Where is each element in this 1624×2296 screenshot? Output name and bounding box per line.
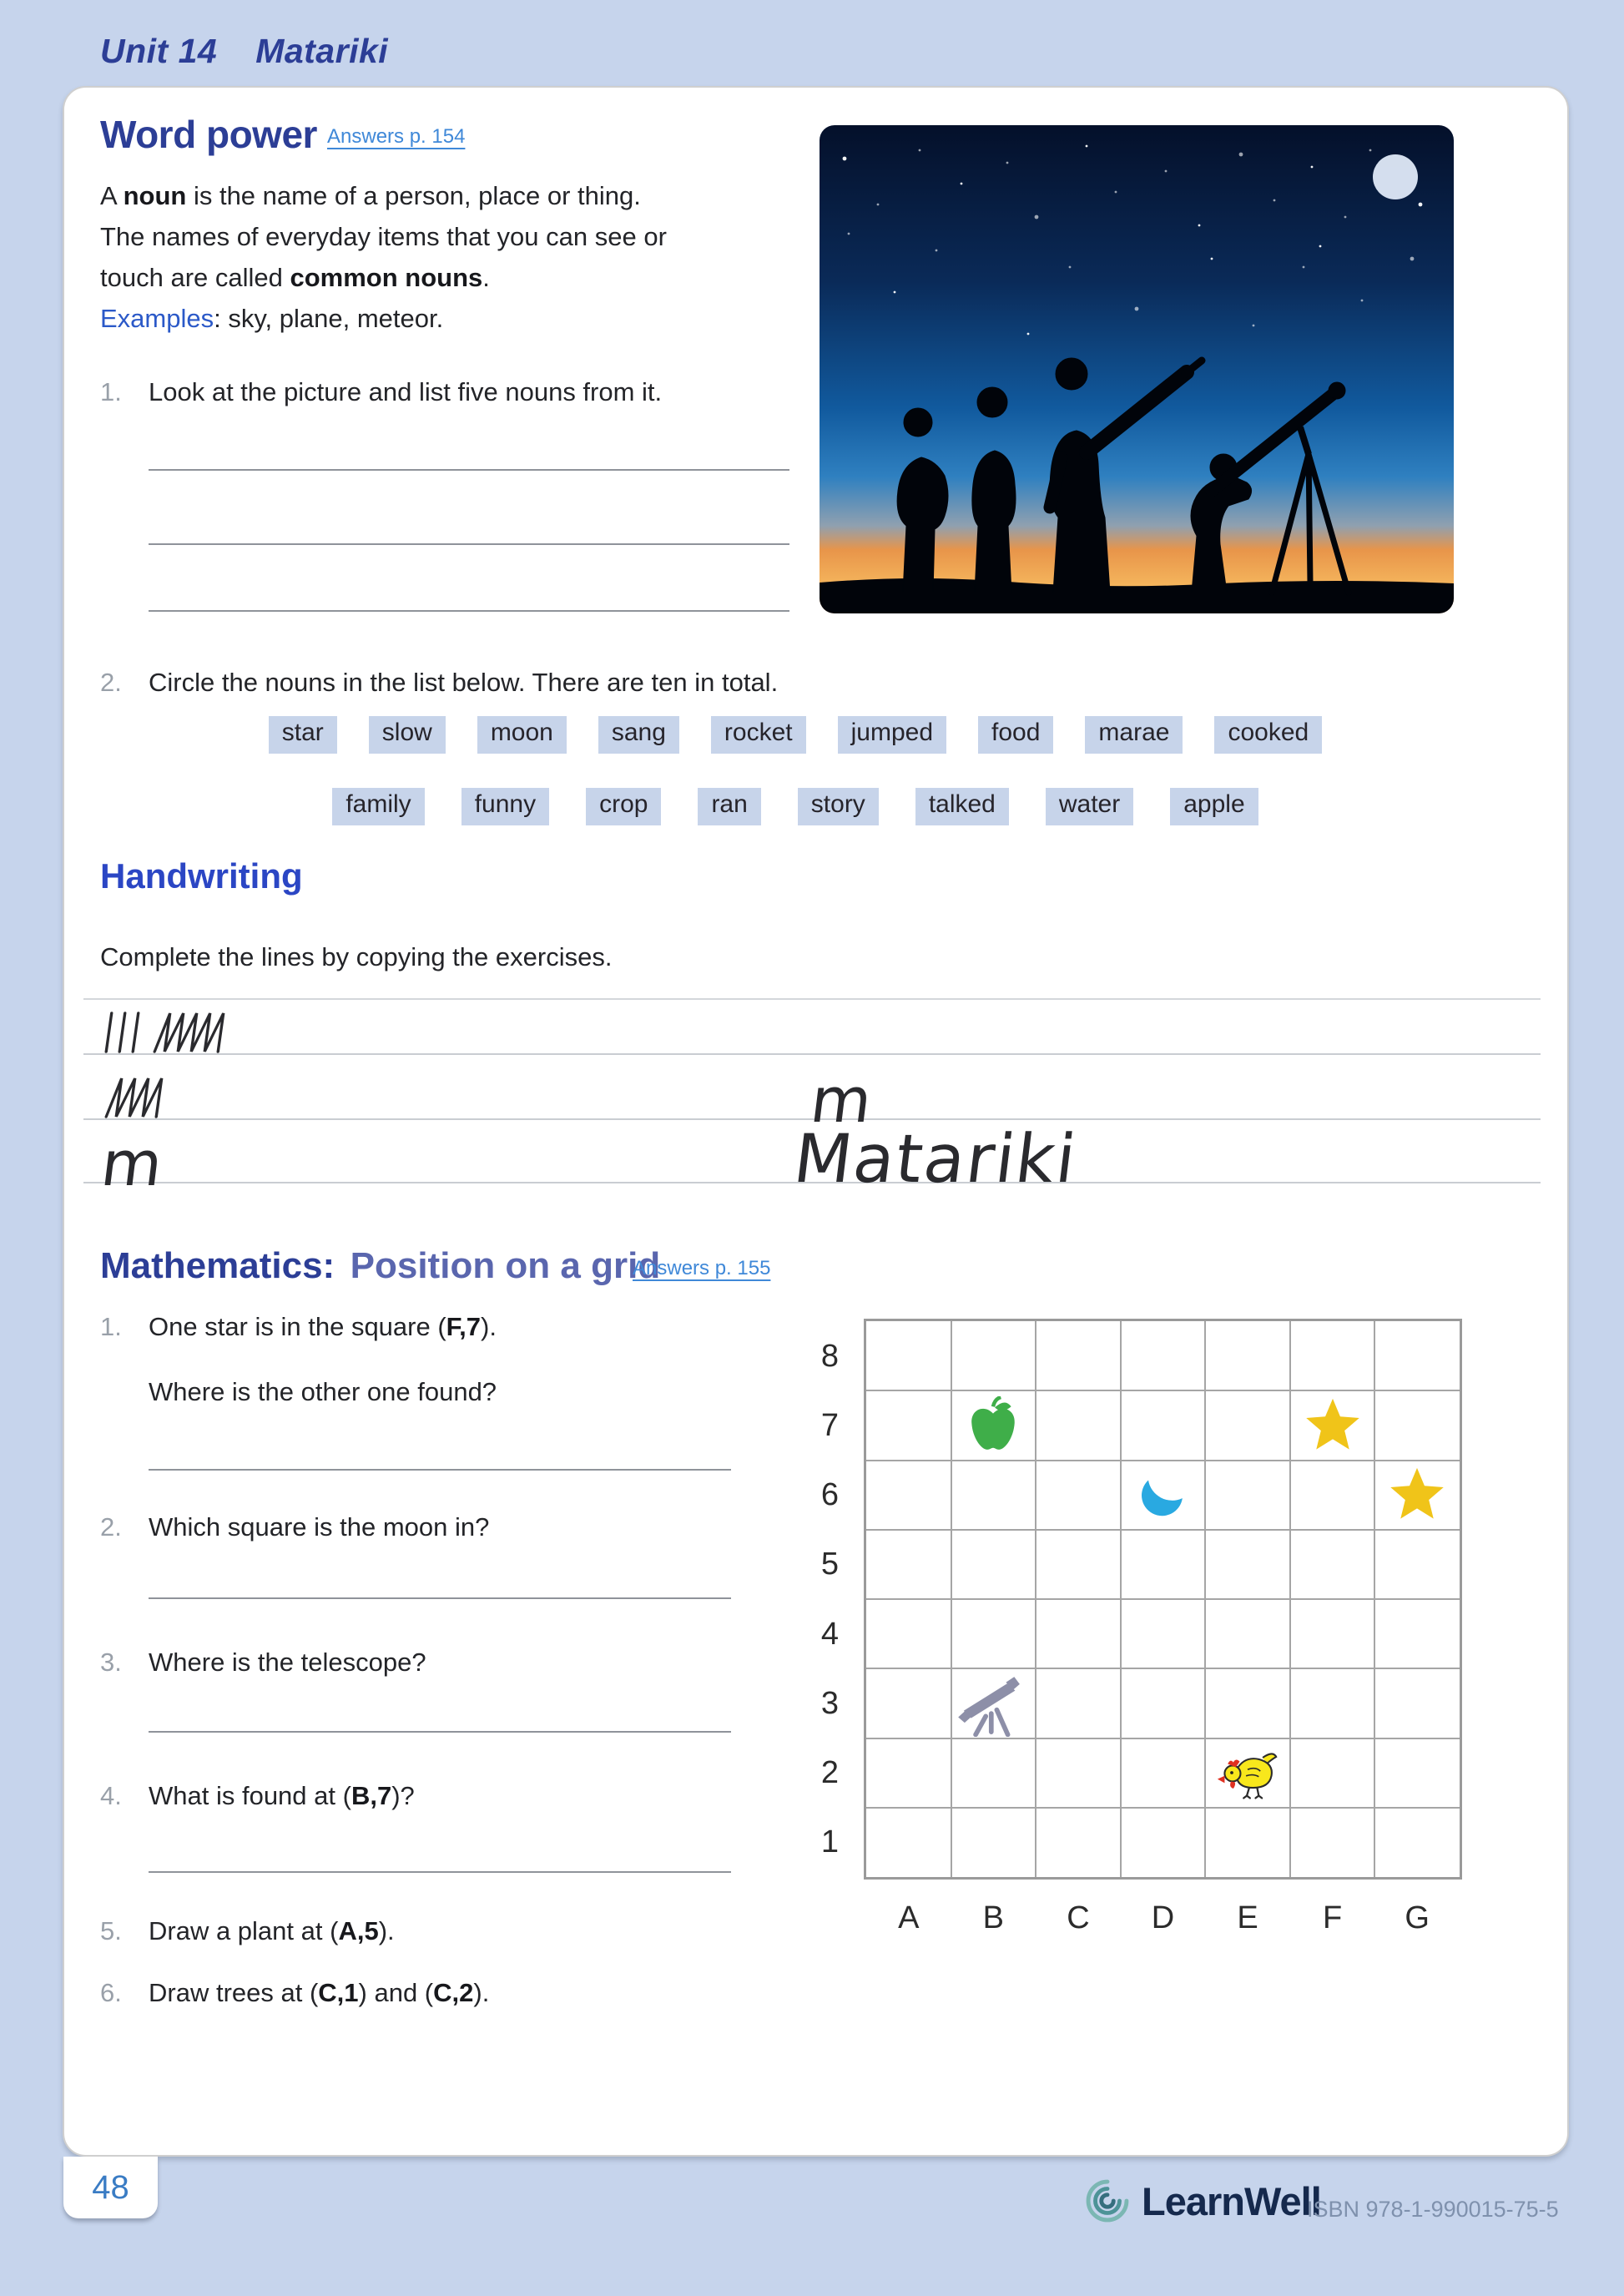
text-segment: Draw trees at ( <box>149 1978 319 2007</box>
grid-row-label: 5 <box>820 1547 839 1582</box>
brand-name: LearnWell <box>1142 2178 1321 2223</box>
text-segment: C,1 <box>318 1978 359 2007</box>
text-segment: Examples <box>100 304 214 333</box>
answer-line[interactable] <box>149 610 789 612</box>
star-icon <box>1386 1464 1448 1530</box>
noun-word-chip: talked <box>915 788 1009 825</box>
grid-row-label: 1 <box>820 1824 839 1860</box>
text-segment: C,2 <box>433 1978 474 2007</box>
brand-lockup <box>1083 2177 1321 2225</box>
text-segment: A <box>100 181 124 210</box>
text-segment: A,5 <box>338 1916 379 1945</box>
unit-label: Unit 14 <box>100 32 218 70</box>
math-question-1-line2 <box>149 1377 497 1407</box>
grid-column-label: C <box>1067 1900 1090 1935</box>
handwriting-sample-m: m <box>97 1128 169 1200</box>
grid-row-label: 6 <box>820 1477 839 1513</box>
intro-line <box>100 175 851 216</box>
noun-word-chip: story <box>798 788 879 825</box>
grid-row-label: 2 <box>820 1755 839 1791</box>
answer-line[interactable] <box>149 1871 731 1873</box>
noun-chip-row-2 <box>100 788 1490 825</box>
moon-icon <box>1139 1469 1188 1525</box>
text-segment: B,7 <box>351 1781 392 1810</box>
text-segment: )? <box>391 1781 415 1810</box>
grid-column-label: F <box>1323 1900 1343 1935</box>
mathematics-heading <box>100 1245 660 1287</box>
intro-line <box>100 257 851 298</box>
grid-line-horizontal <box>866 1738 1460 1739</box>
grid-row-label: 8 <box>820 1338 839 1374</box>
grid-column-label: A <box>898 1900 920 1935</box>
question-number: 1. <box>100 1312 122 1341</box>
noun-word-chip: water <box>1046 788 1133 825</box>
wp-question-1: Look at the picture and list five nouns from it. <box>149 377 663 406</box>
text-segment: Where is the other one found? <box>149 1377 497 1406</box>
question-number: 6. <box>100 1978 122 2007</box>
text-segment: ). <box>481 1312 497 1341</box>
intro-line <box>100 216 851 257</box>
math-question-5 <box>149 1916 395 1946</box>
intro-line <box>100 298 851 339</box>
grid-column-label: G <box>1405 1900 1430 1935</box>
math-question-1 <box>149 1312 497 1342</box>
math-question-2 <box>149 1512 489 1542</box>
mathematics-heading-sub: Position on a grid <box>350 1245 661 1286</box>
learnwell-spiral-icon <box>1083 2177 1132 2225</box>
noun-word-chip: ran <box>698 788 760 825</box>
unit-title: Matariki <box>255 32 389 70</box>
question-number: 4. <box>100 1781 122 1810</box>
noun-word-chip: crop <box>586 788 661 825</box>
handwriting-heading: Handwriting <box>100 856 303 896</box>
question-number: 3. <box>100 1648 122 1677</box>
math-question-6 <box>149 1978 489 2008</box>
telescope-icon <box>956 1670 1030 1741</box>
answer-line[interactable] <box>149 469 789 471</box>
noun-word-chip: star <box>269 716 337 754</box>
text-segment: Draw a plant at ( <box>149 1916 339 1945</box>
apple-icon <box>966 1396 1021 1459</box>
grid-row-label: 7 <box>820 1407 839 1443</box>
text-segment: One star is in the square ( <box>149 1312 446 1341</box>
noun-intro-paragraph <box>100 175 851 339</box>
unit-header <box>100 32 388 71</box>
noun-word-chip: marae <box>1085 716 1183 754</box>
noun-word-chip: apple <box>1170 788 1258 825</box>
text-segment: : sky, plane, meteor. <box>214 304 444 333</box>
grid-line-horizontal <box>866 1529 1460 1531</box>
handwriting-instruction: Complete the lines by copying the exercises. <box>100 942 613 971</box>
noun-word-chip: slow <box>369 716 446 754</box>
text-segment: ). <box>378 1916 395 1945</box>
handwriting-top-rule <box>83 998 1541 1000</box>
question-number: 5. <box>100 1916 122 1945</box>
chicken-icon <box>1216 1745 1279 1804</box>
night-sky-illustration <box>820 125 1454 613</box>
star-icon <box>1302 1395 1364 1461</box>
text-segment: Which square is the moon in? <box>149 1512 490 1542</box>
text-segment: touch are called <box>100 263 290 292</box>
noun-word-chip: rocket <box>711 716 806 754</box>
mathematics-answers-link[interactable]: Answers p. 155 <box>633 1257 771 1279</box>
math-question-4 <box>149 1781 415 1811</box>
stroke-pattern-mm <box>100 1077 200 1118</box>
text-segment: common nouns <box>290 263 483 292</box>
page-number-tab <box>63 2157 158 2218</box>
text-segment: . <box>482 263 490 292</box>
text-segment: ). <box>473 1978 490 2007</box>
noun-chip-row-1 <box>100 716 1490 754</box>
noun-word-chip: sang <box>598 716 679 754</box>
mathematics-heading-main: Mathematics: <box>100 1245 335 1286</box>
text-segment: noun <box>123 181 187 210</box>
answer-line[interactable] <box>149 1469 731 1471</box>
grid-row-label: 4 <box>820 1616 839 1652</box>
question-number: 2. <box>100 668 122 697</box>
text-segment: F,7 <box>446 1312 482 1341</box>
text-segment: The names of everyday items that you can see or <box>100 222 667 251</box>
text-segment: ) and ( <box>358 1978 434 2007</box>
grid-line-horizontal <box>866 1807 1460 1809</box>
handwriting-line-1[interactable] <box>83 1053 1541 1055</box>
grid-line-horizontal <box>866 1668 1460 1669</box>
text-segment: is the name of a person, place or thing. <box>186 181 641 210</box>
math-question-3 <box>149 1648 426 1678</box>
word-power-heading: Word power <box>100 113 317 156</box>
grid-row-label: 3 <box>820 1685 839 1721</box>
answer-line[interactable] <box>149 1597 731 1599</box>
question-number: 2. <box>100 1512 122 1542</box>
noun-word-chip: moon <box>477 716 567 754</box>
answer-line[interactable] <box>149 1731 731 1733</box>
stroke-pattern-lll-mm <box>100 1012 250 1053</box>
word-power-answers-link[interactable]: Answers p. 154 <box>327 125 466 148</box>
grid-line-horizontal <box>866 1598 1460 1600</box>
question-number: 1. <box>100 377 122 406</box>
wp-question-2: Circle the nouns in the list below. There are ten in total. <box>149 668 779 697</box>
handwriting-sample-m: m <box>806 1065 878 1137</box>
text-segment: Where is the telescope? <box>149 1648 426 1677</box>
position-grid <box>864 1319 1462 1880</box>
stargazing-photo <box>820 125 1454 613</box>
answer-line[interactable] <box>149 543 789 545</box>
grid-column-label: B <box>982 1900 1005 1935</box>
noun-word-chip: family <box>332 788 424 825</box>
isbn-text: ISBN 978-1-990015-75-5 <box>1307 2197 1559 2222</box>
grid-column-label: D <box>1151 1900 1175 1935</box>
grid-line-horizontal <box>866 1390 1460 1391</box>
moon-in-photo <box>1373 154 1418 199</box>
text-segment: What is found at ( <box>149 1781 351 1810</box>
noun-word-chip: funny <box>461 788 549 825</box>
noun-word-chip: food <box>978 716 1053 754</box>
page-number: 48 <box>92 2168 129 2206</box>
grid-column-label: E <box>1237 1900 1258 1935</box>
noun-word-chip: jumped <box>838 716 946 754</box>
handwriting-sample-matariki: Matariki <box>789 1120 1082 1198</box>
noun-word-chip: cooked <box>1214 716 1322 754</box>
grid-line-horizontal <box>866 1460 1460 1461</box>
